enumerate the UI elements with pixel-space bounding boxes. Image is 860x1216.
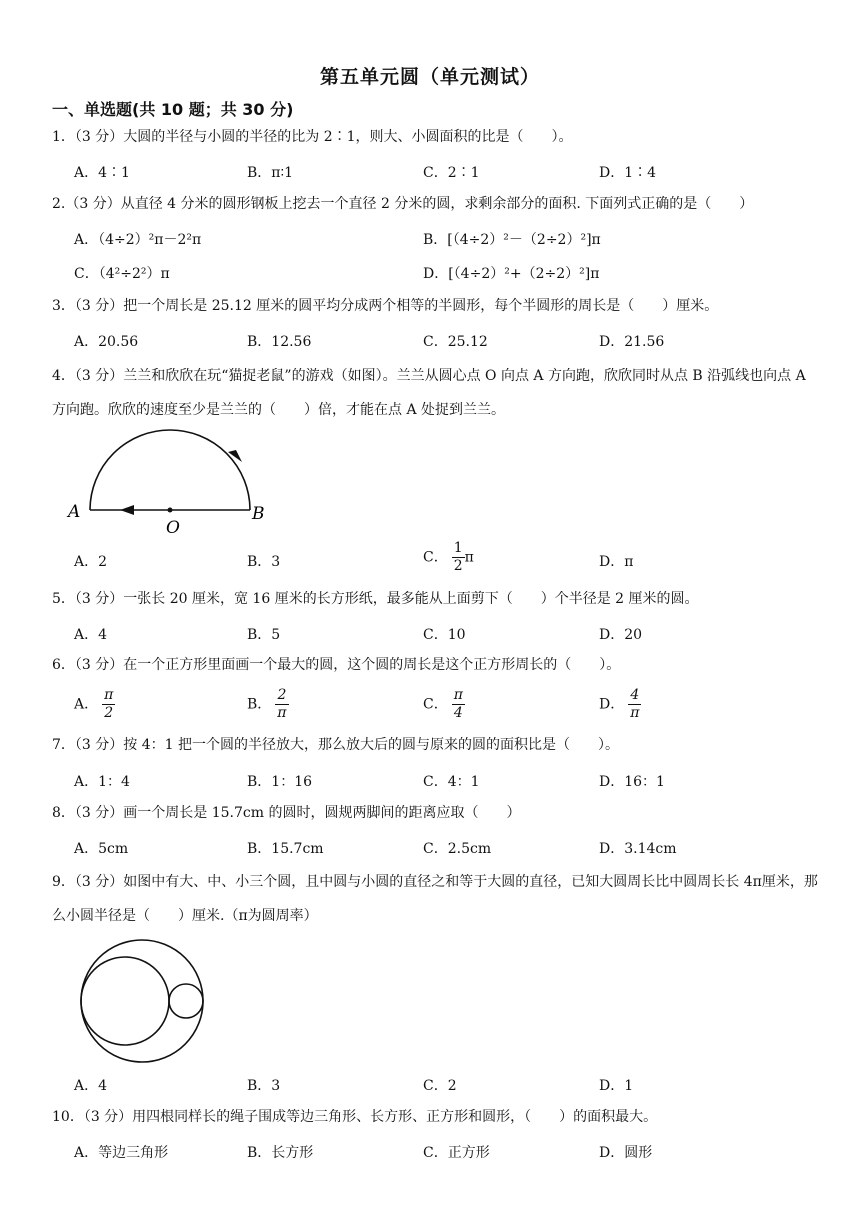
- question-10: 10．（3 分）用四根同样长的绳子围成等边三角形、长方形、正方形和圆形，（ ）的面积最大。: [52, 1109, 658, 1125]
- large-circle: [81, 940, 203, 1062]
- q3-option-b[interactable]: B．12.56: [247, 334, 312, 350]
- center-point-o: [168, 508, 173, 513]
- q9-option-c[interactable]: C．2: [423, 1078, 457, 1094]
- q6-option-d-fraction: [628, 687, 641, 722]
- q8-option-b[interactable]: B．15.7cm: [247, 841, 324, 857]
- q6-option-a-fraction: [102, 687, 115, 722]
- q7-option-a[interactable]: A．1：4: [74, 774, 130, 790]
- q9-option-a[interactable]: A．4: [74, 1078, 108, 1094]
- q10-option-b[interactable]: B．长方形: [247, 1145, 314, 1161]
- q9-option-d[interactable]: D．1: [599, 1078, 634, 1094]
- q6-option-c-fraction: [452, 687, 465, 722]
- fraction-numerator: π: [104, 687, 114, 703]
- small-circle: [169, 984, 203, 1018]
- fraction-numerator: 1: [453, 540, 463, 556]
- q2-option-a[interactable]: A．（4÷2）²π－2²π: [74, 232, 202, 248]
- q7-option-d[interactable]: D．16：1: [599, 774, 665, 790]
- label-a: A: [68, 502, 81, 522]
- q1-option-a[interactable]: A．4∶1: [74, 165, 130, 181]
- question-6: 6．（3 分）在一个正方形里面画一个最大的圆，这个圆的周长是这个正方形周长的（ ）。: [52, 657, 621, 673]
- q4-option-c-fraction: [452, 540, 465, 575]
- q5-option-c[interactable]: C．10: [423, 627, 466, 643]
- arrow-to-a: [120, 505, 134, 515]
- label-b: B: [252, 504, 265, 524]
- semicircle-figure: [62, 420, 282, 540]
- fraction-denominator: π: [277, 705, 287, 721]
- page-title: 第五单元圆（单元测试）: [319, 66, 540, 88]
- fraction-denominator: 2: [453, 558, 463, 574]
- semicircle-arc: [90, 430, 250, 510]
- q2-option-b[interactable]: B．[（4÷2）²－（2÷2）²]π: [423, 232, 601, 248]
- q6-option-b-fraction: [275, 687, 288, 722]
- question-8: 8．（3 分）画一个周长是 15.7cm 的圆时，圆规两脚间的距离应取（ ）: [52, 805, 521, 821]
- q10-option-a[interactable]: A．等边三角形: [74, 1145, 169, 1161]
- section-heading: 一、单选题(共 10 题；共 30 分): [52, 100, 294, 119]
- q5-option-a[interactable]: A．4: [74, 627, 108, 643]
- q10-option-c[interactable]: C．正方形: [423, 1145, 490, 1161]
- fraction-tail: π: [464, 549, 474, 566]
- q8-option-c[interactable]: C．2.5cm: [423, 841, 492, 857]
- q2-option-c[interactable]: C．（4²÷2²）π: [74, 266, 170, 282]
- question-9: 9．（3 分）如图中有大、中、小三个圆，且中圆与小圆的直径之和等于大圆的直径，已知大圆周长比中圆周长长 4π厘米，那么小圆半径是（ ）厘米.（π为圆周率）: [52, 874, 818, 924]
- q3-option-c[interactable]: C．25.12: [423, 334, 488, 350]
- q6-option-a-label: A．: [74, 696, 99, 713]
- q3-option-a[interactable]: A．20.56: [74, 334, 139, 350]
- question-7: 7．（3 分）按 4：1 把一个圆的半径放大，那么放大后的圆与原来的圆的面积比是（ ）。: [52, 737, 619, 753]
- three-circles-figure: [72, 938, 222, 1068]
- fraction-numerator: 4: [628, 687, 641, 705]
- q4-option-b[interactable]: B．3: [247, 554, 281, 570]
- q1-option-b[interactable]: B．π∶1: [247, 165, 294, 181]
- q4-option-c-label: C．: [423, 549, 448, 566]
- fraction-denominator: π: [630, 705, 640, 721]
- q8-option-a[interactable]: A．5cm: [74, 841, 129, 857]
- q6-option-c-label: C．: [423, 696, 448, 713]
- question-5: 5．（3 分）一张长 20 厘米，宽 16 厘米的长方形纸，最多能从上面剪下（ ）个半径是 2 厘米的圆。: [52, 591, 699, 607]
- question-1: 1．（3 分）大圆的半径与小圆的半径的比为 2∶1，则大、小圆面积的比是（ ）。: [52, 129, 573, 145]
- q4-option-d[interactable]: D．π: [599, 554, 634, 570]
- q6-option-b[interactable]: [247, 687, 289, 722]
- fraction-denominator: 4: [453, 705, 463, 721]
- q10-option-d[interactable]: D．圆形: [599, 1145, 653, 1161]
- q6-option-d[interactable]: [599, 687, 641, 722]
- question-2: 2.（3 分）从直径 4 分米的圆形钢板上挖去一个直径 2 分米的圆，求剩余部分的面积. 下面列式正确的是（ ）: [52, 196, 754, 212]
- q4-option-a[interactable]: A．2: [74, 554, 108, 570]
- q7-option-c[interactable]: C．4：1: [423, 774, 480, 790]
- q8-option-d[interactable]: D．3.14cm: [599, 841, 677, 857]
- q1-option-c[interactable]: C．2∶1: [423, 165, 480, 181]
- medium-circle: [81, 957, 169, 1045]
- q5-option-d[interactable]: D．20: [599, 627, 643, 643]
- q6-option-b-label: B．: [247, 696, 272, 713]
- fraction-numerator: 2: [275, 687, 288, 705]
- label-o: O: [166, 518, 180, 538]
- fraction-denominator: 2: [104, 705, 114, 721]
- q2-option-d[interactable]: D．[（4÷2）²+（2÷2）²]π: [423, 266, 600, 282]
- q6-option-a[interactable]: [74, 687, 115, 722]
- q5-option-b[interactable]: B．5: [247, 627, 281, 643]
- q6-option-c[interactable]: [423, 687, 465, 722]
- q3-option-d[interactable]: D．21.56: [599, 334, 665, 350]
- fraction-numerator: π: [453, 687, 463, 703]
- question-4: 4．（3 分）兰兰和欣欣在玩“猫捉老鼠”的游戏（如图）。兰兰从圆心点 O 向点 A 方向跑，欣欣同时从点 B 沿弧线也向点 A 方向跑。欣欣的速度至少是兰兰的（ ）倍，才能在点 A 处捉到兰兰。: [52, 368, 806, 418]
- q4-option-c[interactable]: [423, 540, 474, 575]
- q6-option-d-label: D．: [599, 696, 625, 713]
- question-3: 3．（3 分）把一个周长是 25.12 厘米的圆平均分成两个相等的半圆形，每个半圆形的周长是（ ）厘米。: [52, 298, 719, 314]
- q7-option-b[interactable]: B．1：16: [247, 774, 313, 790]
- q1-option-d[interactable]: D．1∶4: [599, 165, 657, 181]
- q9-option-b[interactable]: B．3: [247, 1078, 281, 1094]
